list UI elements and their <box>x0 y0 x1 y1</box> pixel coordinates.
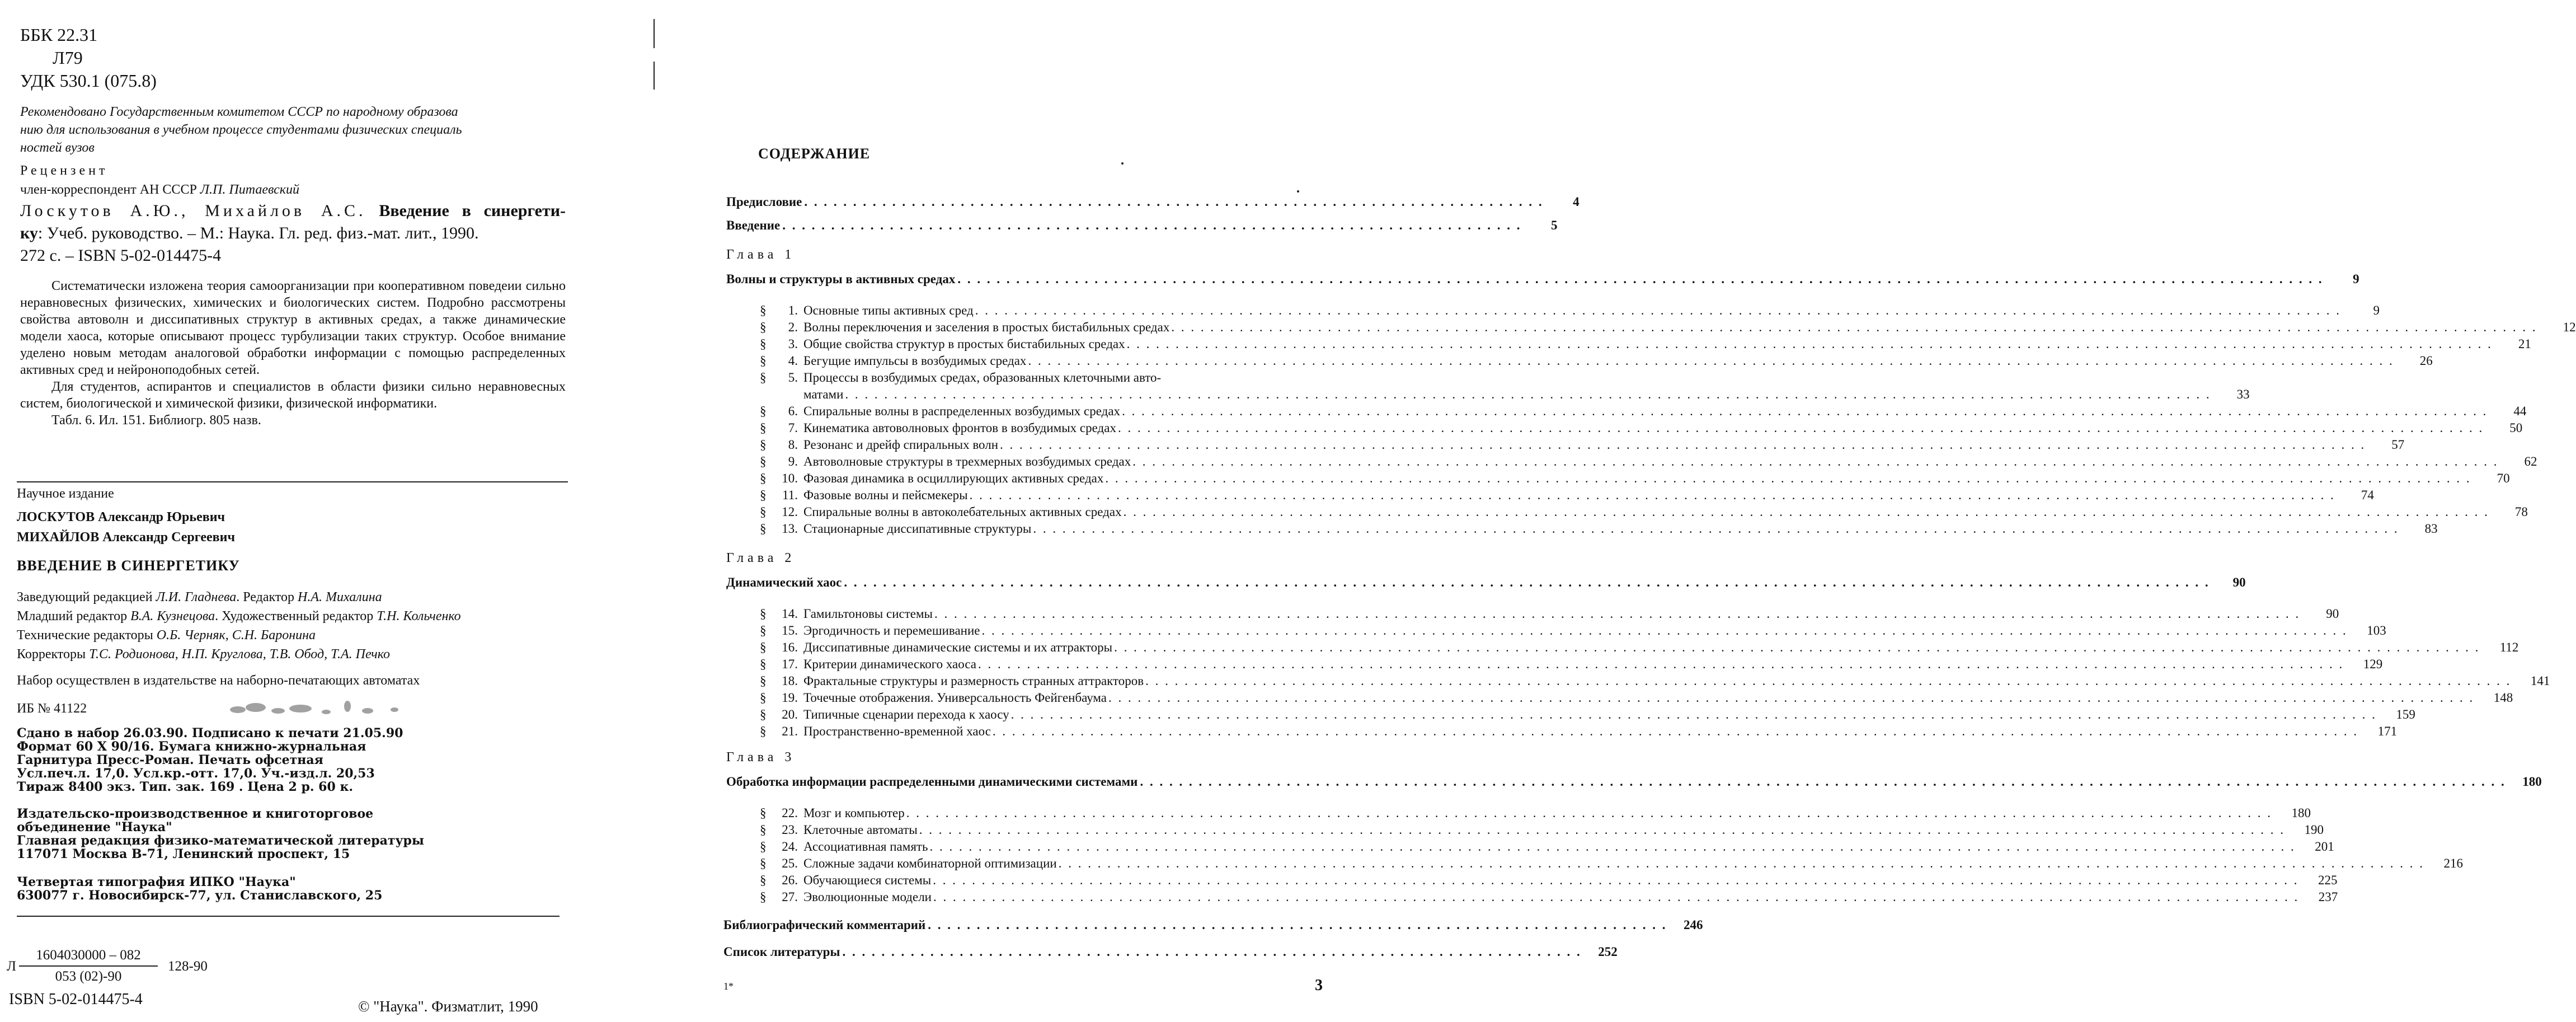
section-body <box>803 838 2334 855</box>
section-number: 9. <box>788 454 798 468</box>
toc-entry-page: 180 <box>2522 775 2542 789</box>
section-body <box>803 336 2531 353</box>
staff-line <box>17 626 461 645</box>
section-sign: § <box>760 823 767 837</box>
reviewer-label: Рецензент <box>20 163 109 178</box>
toc-leader: . . . . . . . . . . . . . . . . . . . . . . . . . . . . . . . . . . . . . . . . . . . . . . . . . . . . . . . . . . . . . . . . . . . . . . . . . . . . . . . . . . . . . . . . . . . . . . . . . . . . . . . . . . . . . . . . . . . . . . . . . . . . . . . . . . . . . . . . . . . . <box>1123 505 2489 519</box>
section-page: 201 <box>2315 840 2334 854</box>
section-body <box>803 453 2537 470</box>
code-letter: Л <box>7 959 16 974</box>
section-title-cont: матами <box>803 387 844 401</box>
section-page: 171 <box>2377 724 2398 738</box>
section-page: 159 <box>2396 707 2415 721</box>
publisher-line: 117071 Москва В-71, Ленинский проспект, 15 <box>17 847 350 861</box>
toc-entry-title: Введение <box>726 218 781 232</box>
toc-entry-title: Волны и структуры в активных средах <box>726 272 956 286</box>
section-sign: § <box>760 354 767 368</box>
toc-entry-title: Предисловие <box>726 195 802 209</box>
section-page: 74 <box>2361 488 2374 502</box>
staff-role: Технические редакторы <box>17 628 157 643</box>
section-page: 21 <box>2518 337 2531 351</box>
section-title: Автоволновые структуры в трехмерных возбудимых средах <box>803 454 1131 468</box>
reviewer-name: Л.П. Питаевский <box>200 182 299 197</box>
publisher-line: Главная редакция физико-математической литературы <box>17 833 424 848</box>
toc-leader: . . . . . . . . . . . . . . . . . . . . . . . . . . . . . . . . . . . . . . . . . . . . . . . . . . . . . . . . . . . . . . . . . . . . . . . . . . . . <box>804 195 1544 209</box>
section-number: 19. <box>782 691 798 705</box>
editorial-staff <box>17 588 461 664</box>
toc-section-entry[interactable] <box>760 369 2250 403</box>
publisher-line: объединение "Наука" <box>17 820 172 835</box>
section-body <box>803 706 2415 723</box>
section-body <box>803 386 2250 403</box>
classification-block <box>20 24 157 92</box>
section-sign: § <box>760 657 767 671</box>
section-body <box>803 403 2527 420</box>
staff-person: Т.С. Родионова, Н.П. Круглова, Т.В. Обод, Т.А. Печко <box>89 647 391 662</box>
toc-leader: . . . . . . . . . . . . . . . . . . . . . . . . . . . . . . . . . . . . . . . . . . . . . . . . . . . . . . . . . . . . . . . . . . . . . . . . . . . . . . . . . . . . . . . . . . . . . . . . . . . . . . . . . . . . . . . . . . . . . . . . . . . . . . . . . . . . . . . . . . . . <box>1114 640 2480 654</box>
print-line: Усл.печ.л. 17,0. Усл.кр.-отт. 17,0. Уч.-изд.л. 20,53 <box>17 766 375 781</box>
section-page: 103 <box>2367 623 2386 637</box>
toc-leader: . . . . . . . . . . . . . . . . . . . . . . . . . . . . . . . . . . . . . . . . . . . . . . . . . . . . . . . . . . . . . . . . . . . . . . . . . . . . . . . . . . . . . . . . . . . . . . . . . . . . . . . . . . . . . . . . . . . . . . . . . . . . . . . . . . . . . . . . . . . . <box>933 873 2299 887</box>
recommendation-line: ностей вузов <box>20 140 95 155</box>
section-sign: § <box>760 840 767 854</box>
toc-leader: . . . . . . . . . . . . . . . . . . . . . . . . . . . . . . . . . . . . . . . . . . . . . . . . . . . . . . . . . . . . . . . . . . . . . . . . . . . . <box>928 918 1667 932</box>
section-number: 25. <box>782 856 798 870</box>
staff-person: О.Б. Черняк, С.Н. Баронина <box>156 628 316 643</box>
section-page: 180 <box>2291 806 2311 820</box>
section-title: Диссипативные динамические системы и их аттракторы <box>803 640 1113 654</box>
section-body <box>803 889 2338 906</box>
section-number: 1. <box>788 303 798 317</box>
section-body <box>803 369 1331 386</box>
section-sign: § <box>760 454 767 468</box>
biblio-line-2 <box>20 222 566 245</box>
section-page: 216 <box>2443 856 2463 870</box>
section-title: Общие свойства структур в простых бистабильных средах <box>803 337 1125 351</box>
section-number: 7. <box>788 421 798 435</box>
section-number: 22. <box>782 806 798 820</box>
section-sign: § <box>760 640 767 654</box>
section-number: 14. <box>782 607 798 621</box>
toc-leader: . . . . . . . . . . . . . . . . . . . . . . . . . . . . . . . . . . . . . . . . . . . . . . . . . . . . . . . . . . . . . . . . . . . . . . . . . . . . . . . . . . . . . . . . . . . . . . . . . . . . . . . . . . . . . . . . . . . . . . . . . . . . . . . . . . . . . . . . . . . . <box>957 272 2324 286</box>
section-body <box>803 319 2576 336</box>
toc-entry-page: 9 <box>2353 272 2359 286</box>
section-page: 148 <box>2493 691 2513 705</box>
section-page: 112 <box>2499 640 2519 654</box>
section-sign: § <box>760 505 767 519</box>
section-number: 27. <box>782 890 798 904</box>
book-title: ВВЕДЕНИЕ В СИНЕРГЕТИКУ <box>17 557 240 574</box>
section-sign: § <box>760 607 767 621</box>
section-sign: § <box>760 691 767 705</box>
toc-entry-page: 5 <box>1550 218 1558 232</box>
toc-leader: . . . . . . . . . . . . . . . . . . . . . . . . . . . . . . . . . . . . . . . . . . . . . . . . . . . . . . . . . . . . . . . . . . . . . . . . . . . . . . . . . . . . . . . . . . . . . . . . . . . . . . . . . . . . . . . . . . . . . . . . . . . . . . . . . . . . . . . . . . . . <box>1122 404 2488 418</box>
section-page: 190 <box>2304 823 2324 837</box>
toc-leader: . . . . . . . . . . . . . . . . . . . . . . . . . . . . . . . . . . . . . . . . . . . . . . . . . . . . . . . . . . . . . . . . . . . . . . . . . . . . . . . . . . . . . . . . . . . . . . . . . . . . . . . . . . . . . . . . . . . . . . . . . . . . . . . . . . . . . . . . . . . . <box>1033 522 2399 536</box>
section-sign: § <box>760 471 767 485</box>
printer-line: Четвертая типография ИПКО "Наука" <box>17 875 296 889</box>
section-title: Спиральные волны в распределенных возбудимых средах <box>803 404 1121 418</box>
toc-leader: . . . . . . . . . . . . . . . . . . . . . . . . . . . . . . . . . . . . . . . . . . . . . . . . . . . . . . . . . . . . . . . . . . . . . . . . . . . . . . . . . . . . . . . . . . . . . . . . . . . . . . . . . . . . . . . . . . . . . . . . . . . . . . . . . . . . . . . . . . . . <box>975 303 2341 317</box>
section-body <box>803 639 2519 656</box>
section-number: 18. <box>782 674 798 688</box>
speck <box>1121 162 1124 165</box>
toc-entry-page: 252 <box>1598 945 1618 959</box>
section-sign: § <box>760 724 767 738</box>
biblio-title-end: ку <box>20 224 38 242</box>
section-page: 44 <box>2513 404 2527 418</box>
section-sign: § <box>760 320 767 334</box>
section-number: 16. <box>782 640 798 654</box>
toc-leader: . . . . . . . . . . . . . . . . . . . . . . . . . . . . . . . . . . . . . . . . . . . . . . . . . . . . . . . . . . . . . . . . . . . . . . . . . . . . <box>842 945 1582 959</box>
print-line: Сдано в набор 26.03.90. Подписано к печати 21.05.90 <box>17 726 403 740</box>
chapter-label: Глава 1 <box>726 247 796 262</box>
reviewer-prefix: член-корреспондент АН СССР <box>20 182 200 197</box>
toc-leader: . . . . . . . . . . . . . . . . . . . . . . . . . . . . . . . . . . . . . . . . . . . . . . . . . . . . . . . . . . . . . . . . . . . . . . . . . . . . . . . . . . . . . . . . . . . . . . . . . . . . . . . . . . . . . . . . . . . . . . . . . . . . . . . . . . . . . . . . . . . . <box>1000 438 2366 452</box>
section-sign: § <box>760 873 767 887</box>
toc-leader: . . . . . . . . . . . . . . . . . . . . . . . . . . . . . . . . . . . . . . . . . . . . . . . . . . . . . . . . . . . . . . . . . . . . . . . . . . . . . . . . . . . . . . . . . . . . . . . . . . . . . . . . . . . . . . . . . . . . . . . . . . . . . . . . . . . . . . . . . . . . <box>934 607 2301 621</box>
section-number: 23. <box>782 823 798 837</box>
section-title: Ассоциативная память <box>803 840 928 854</box>
section-title: Мозг и компьютер <box>803 806 905 820</box>
toc-entry-title: Динамический хаос <box>726 575 842 589</box>
section-page: 237 <box>2318 890 2338 904</box>
section-page: 9 <box>2373 303 2380 317</box>
toc-entry-page: 246 <box>1684 918 1703 932</box>
abstract-paragraph: Табл. 6. Ил. 151. Библиогр. 805 назв. <box>51 413 261 428</box>
staff-person: В.А. Кузнецова <box>130 609 215 623</box>
toc-entry-page: 4 <box>1573 195 1580 209</box>
section-page: 83 <box>2424 522 2438 536</box>
staff-role: Заведующий редакцией <box>17 590 156 604</box>
section-page: 12 <box>2563 320 2576 334</box>
publisher-block <box>17 807 424 861</box>
toc-leader: . . . . . . . . . . . . . . . . . . . . . . . . . . . . . . . . . . . . . . . . . . . . . . . . . . . . . . . . . . . . . . . . . . . . . . . . . . . . . . . . . . . . . . . . . . . . . . . . . . . . . . . . . . . . . . . . . . . . . . . . . . . . . . . . . . . . . . . . . . . . <box>1126 337 2493 351</box>
section-number: 21. <box>782 724 798 738</box>
gutter-mark <box>654 62 655 90</box>
bbk-code: ББК 22.31 <box>20 25 98 45</box>
recommendation-line: нию для использования в учебном процессе студентами физических специаль <box>20 123 462 137</box>
section-sign: § <box>760 371 767 385</box>
section-number: 13. <box>782 522 798 536</box>
section-body <box>803 487 2374 504</box>
biblio-publisher: : Учеб. руководство. – М.: Наука. Гл. ред. физ.-мат. лит., 1990. <box>37 224 479 242</box>
section-body <box>803 521 2438 537</box>
toc-entry-bib-comment[interactable] <box>723 918 1703 932</box>
toc-leader: . . . . . . . . . . . . . . . . . . . . . . . . . . . . . . . . . . . . . . . . . . . . . . . . . . . . . . . . . . . . . . . . . . . . . . . . . . . . . . . . . . . . . . . . . . . . . . . . . . . . . . . . . . . . . . . . . . . . . . . . . . . . . . . . . . . . . . . . . . . . <box>992 724 2359 738</box>
abstract-paragraph: Для студентов, аспирантов и специалистов в области физики сильно неравновесных систем, биологической и химической физики, физической информатики. <box>20 379 566 411</box>
reviewer-line <box>20 180 299 199</box>
toc-leader: . . . . . . . . . . . . . . . . . . . . . . . . . . . . . . . . . . . . . . . . . . . . . . . . . . . . . . . . . . . . . . . . . . . . . . . . . . . . . . . . . . . . . . . . . . . . . . . . . . . . . . . . . . . . . . . . . . . . . . . . . . . . . . . . . . . . . . . . . . . . <box>919 823 2286 837</box>
recommendation <box>20 103 566 157</box>
reviewer-block <box>20 161 299 199</box>
section-sign: § <box>760 522 767 536</box>
code-fraction <box>19 948 158 985</box>
print-details <box>17 726 403 794</box>
section-number: 26. <box>782 873 798 887</box>
section-page: 50 <box>2509 421 2523 435</box>
toc-entry-intro[interactable] <box>726 218 1558 233</box>
toc-leader: . . . . . . . . . . . . . . . . . . . . . . . . . . . . . . . . . . . . . . . . . . . . . . . . . . . . . . . . . . . . . . . . . . . . . . . . . . . . . . . . . . . . . . . . . . . . . . . . . . . . . . . . . . . . . . . . . . . . . . . . . . . . . . . . . . . . . . . . . . . . <box>1058 856 2424 870</box>
toc-leader: . . . . . . . . . . . . . . . . . . . . . . . . . . . . . . . . . . . . . . . . . . . . . . . . . . . . . . . . . . . . . . . . . . . . . . . . . . . . . . . . . . . . . . . . . . . . . . . . . . . . . . . . . . . . . . . . . . . . . . . . . . . . . . . . . . . . . . . . . . . . <box>1140 775 2506 789</box>
section-page: 90 <box>2326 607 2339 621</box>
section-sign: § <box>760 303 767 317</box>
divider <box>17 481 568 482</box>
section-page: 129 <box>2363 657 2383 671</box>
section-title: Типичные сценарии перехода к хаосу <box>803 707 1009 721</box>
section-body <box>803 504 2528 521</box>
staff-line <box>17 588 461 607</box>
section-title: Пространственно-временной хаос <box>803 724 991 738</box>
section-title: Фазовая динамика в осциллирующих активных средах <box>803 471 1104 485</box>
typeset-note: Набор осуществлен в издательстве на наборно-печатающих автоматах <box>17 673 420 688</box>
section-sign: § <box>760 623 767 637</box>
section-body <box>803 302 2380 319</box>
section-title: Гамильтоновы системы <box>803 607 933 621</box>
section-number: 24. <box>782 840 798 854</box>
code-numerator: 1604030000 – 082 <box>19 948 158 967</box>
staff-role: Корректоры <box>17 647 90 662</box>
section-title: Фрактальные структуры и размерность странных аттракторов <box>803 674 1144 688</box>
toc-leader: . . . . . . . . . . . . . . . . . . . . . . . . . . . . . . . . . . . . . . . . . . . . . . . . . . . . . . . . . . . . . . . . . . . . . . . . . . . . . . . . . . . . . . . . . . . . . . . . . . . . . . . . . . . . . . . . . . . . . . . . . . . . . . . . . . . . . . . . . . . . <box>1117 421 2484 435</box>
section-sign: § <box>760 488 767 502</box>
toc-entry-page: 90 <box>2232 575 2246 589</box>
section-title: Обучающиеся системы <box>803 873 932 887</box>
section-number: 4. <box>788 354 798 368</box>
section-number: 6. <box>788 404 798 418</box>
toc-leader: . . . . . . . . . . . . . . . . . . . . . . . . . . . . . . . . . . . . . . . . . . . . . . . . . . . . . . . . . . . . . . . . . . . . . . . . . . . . . . . . . . . . . . . . . . . . . . . . . . . . . . . . . . . . . . . . . . . . . . . . . . . . . . . . . . . . . . . . . . . . <box>933 890 2300 904</box>
abstract <box>20 278 566 429</box>
section-sign: § <box>760 674 767 688</box>
section-body <box>803 606 2339 622</box>
gutter-mark <box>654 19 655 48</box>
section-sign: § <box>760 404 767 418</box>
biblio-line-1 <box>20 200 566 222</box>
code-suffix: 128-90 <box>168 959 208 974</box>
section-body <box>803 470 2510 487</box>
toc-leader: . . . . . . . . . . . . . . . . . . . . . . . . . . . . . . . . . . . . . . . . . . . . . . . . . . . . . . . . . . . . . . . . . . . . . . . . . . . . . . . . . . . . . . . . . . . . . . . . . . . . . . . . . . . . . . . . . . . . . . . . . . . . . . . . . . . . . . . . . . . . <box>1145 674 2512 688</box>
section-title: Резонанс и дрейф спиральных волн <box>803 438 999 452</box>
signature-mark: 1* <box>723 981 734 992</box>
section-page: 70 <box>2497 471 2510 485</box>
section-number: 5. <box>788 371 798 385</box>
staff-role: . Редактор <box>236 590 298 604</box>
print-line: Гарнитура Пресс-Роман. Печать офсетная <box>17 753 323 767</box>
biblio-authors: Лоскутов А.Ю., Михайлов А.С. <box>20 201 366 220</box>
section-page: 62 <box>2524 454 2537 468</box>
toc-leader: . . . . . . . . . . . . . . . . . . . . . . . . . . . . . . . . . . . . . . . . . . . . . . . . . . . . . . . . . . . . . . . . . . . . . . . . . . . . . . . . . . . . . . . . . . . . . . . . . . . . . . . . . . . . . . . . . . . . . . . . . . . . . . . . . . . . . . . . . . . . <box>906 806 2273 820</box>
section-number: 2. <box>788 320 798 334</box>
toc-entry-title: Список литературы <box>723 945 840 959</box>
author-name: МИХАЙЛОВ Александр Сергеевич <box>17 530 235 545</box>
ib-number: ИБ № 41122 <box>17 701 87 716</box>
section-title: Эволюционные модели <box>803 890 932 904</box>
section-title: Спиральные волны в автоколебательных активных средах <box>803 505 1122 519</box>
toc-leader: . . . . . . . . . . . . . . . . . . . . . . . . . . . . . . . . . . . . . . . . . . . . . . . . . . . . . . . . . . . . . . . . . . . . . . . . . . . . . . . . . . . . . . . . . . . . . . . . . . . . . . . . . . . . . . . . . . . . . . . . . . . . . . . . . . . . . . . . . . . . <box>929 840 2296 854</box>
section-title: Эргодичность и перемешивание <box>803 623 980 637</box>
section-body <box>803 656 2383 673</box>
speck <box>1297 190 1299 193</box>
section-sign: § <box>760 707 767 721</box>
section-sign: § <box>760 421 767 435</box>
staff-person: Л.И. Гладнева <box>156 590 237 604</box>
section-title: Стационарные диссипативные структуры <box>803 522 1032 536</box>
staff-person: Н.А. Михалина <box>297 590 382 604</box>
toc-entry-title: Обработка информации распределенными динамическими системами <box>726 775 1138 789</box>
section-sign: § <box>760 806 767 820</box>
left-page <box>0 0 649 1022</box>
printer-line: 630077 г. Новосибирск-77, ул. Станиславского, 25 <box>17 888 383 903</box>
section-title: Критерии динамического хаоса <box>803 657 977 671</box>
section-sign: § <box>760 890 767 904</box>
toc-chapter-entry[interactable] <box>726 575 2246 590</box>
edition-type: Научное издание <box>17 486 114 501</box>
toc-leader: . . . . . . . . . . . . . . . . . . . . . . . . . . . . . . . . . . . . . . . . . . . . . . . . . . . . . . . . . . . . . . . . . . . . . . . . . . . . . . . . . . . . . . . . . . . . . . . . . . . . . . . . . . . . . . . . . . . . . . . . . . . . . . . . . . . . . . . . . . . . <box>1108 691 2475 705</box>
section-body <box>803 437 2405 453</box>
section-page: 78 <box>2514 505 2528 519</box>
udk-code: УДК 530.1 (075.8) <box>20 71 157 91</box>
staff-line <box>17 607 461 626</box>
section-body <box>803 690 2513 706</box>
section-title: Фазовые волны и пейсмекеры <box>803 488 968 502</box>
section-body <box>803 353 2433 369</box>
toc-chapter-entry[interactable] <box>726 272 2359 287</box>
section-number: 17. <box>782 657 798 671</box>
staff-role: Младший редактор <box>17 609 131 623</box>
section-number: 12. <box>782 505 798 519</box>
section-title: Основные типы активных сред <box>803 303 974 317</box>
section-body <box>803 872 2338 889</box>
chapter-label: Глава 3 <box>726 750 796 765</box>
toc-leader: . . . . . . . . . . . . . . . . . . . . . . . . . . . . . . . . . . . . . . . . . . . . . . . . . . . . . . . . . . . . . . . . . . . . . . . . . . . . <box>782 218 1522 232</box>
section-title: Точечные отображения. Универсальность Фейгенбаума <box>803 691 1107 705</box>
toc-leader: . . . . . . . . . . . . . . . . . . . . . . . . . . . . . . . . . . . . . . . . . . . . . . . . . . . . . . . . . . . . . . . . . . . . . . . . . . . . . . . . . . . . . . . . . . . . . . . . . . . . . . . . . . . . . . . . . . . . . . . . . . . . . . . . . . . . . . . . . . . . <box>1132 454 2499 468</box>
section-body <box>803 622 2386 639</box>
toc-leader: . . . . . . . . . . . . . . . . . . . . . . . . . . . . . . . . . . . . . . . . . . . . . . . . . . . . . . . . . . . . . . . . . . . . . . . . . . . . . . . . . . . . . . . . . . . . . . . . . . . . . . . . . . . . . . . . . . . . . . . . . . . . . . . . . . . . . . . . . . . . <box>1010 707 2377 721</box>
toc-leader: . . . . . . . . . . . . . . . . . . . . . . . . . . . . . . . . . . . . . . . . . . . . . . . . . . . . . . . . . . . . . . . . . . . . . . . . . . . . . . . . . . . . . . . . . . . . . . . . . . . . . . . . . . . . . . . . . . . . . . . . . . . . . . . . . . . . . . . . . . . . <box>845 387 2211 401</box>
toc-leader: . . . . . . . . . . . . . . . . . . . . . . . . . . . . . . . . . . . . . . . . . . . . . . . . . . . . . . . . . . . . . . . . . . . . . . . . . . . . . . . . . . . . . . . . . . . . . . . . . . . . . . . . . . . . . . . . . . . . . . . . . . . . . . . . . . . . . . . . . . . . <box>844 575 2210 589</box>
bibliographic-record <box>20 200 566 267</box>
toc-leader: . . . . . . . . . . . . . . . . . . . . . . . . . . . . . . . . . . . . . . . . . . . . . . . . . . . . . . . . . . . . . . . . . . . . . . . . . . . . . . . . . . . . . . . . . . . . . . . . . . . . . . . . . . . . . . . . . . . . . . . . . . . . . . . . . . . . . . . . . . . . <box>978 657 2344 671</box>
section-number: 3. <box>788 337 798 351</box>
toc-leader: . . . . . . . . . . . . . . . . . . . . . . . . . . . . . . . . . . . . . . . . . . . . . . . . . . . . . . . . . . . . . . . . . . . . . . . . . . . . . . . . . . . . . . . . . . . . . . . . . . . . . . . . . . . . . . . . . . . . . . . . . . . . . . . . . . . . . . . . . . . . <box>1171 320 2537 334</box>
toc-entry-preface[interactable] <box>726 195 1580 209</box>
toc-leader: . . . . . . . . . . . . . . . . . . . . . . . . . . . . . . . . . . . . . . . . . . . . . . . . . . . . . . . . . . . . . . . . . . . . . . . . . . . . . . . . . . . . . . . . . . . . . . . . . . . . . . . . . . . . . . . . . . . . . . . . . . . . . . . . . . . . . . . . . . . . <box>1028 354 2394 368</box>
section-body <box>803 855 2463 872</box>
abstract-paragraph: Систематически изложена теория самоорганизации при кооперативном поведеии сильно неравновесных физических, химических и биологических систем. Подробно рассмотрены свойства автоволн и диссипативных структур в активных средах, а также динамические модели хаоса, которые описывают процесс турбулизации таких структур. Особое внимание уделено новым методам аналоговой обработки информации с помощью распределенных активных сред и нейроноподобных сетей. <box>20 279 566 377</box>
biblio-title: Введение в синергети- <box>379 201 566 220</box>
section-body <box>803 822 2324 838</box>
section-title: Сложные задачи комбинаторной оптимизации <box>803 856 1057 870</box>
section-title: Кинематика автоволновых фронтов в возбудимых средах <box>803 421 1116 435</box>
code-denominator: 053 (02)-90 <box>55 969 122 984</box>
staff-person: Т.Н. Кольченко <box>377 609 461 623</box>
toc-leader: . . . . . . . . . . . . . . . . . . . . . . . . . . . . . . . . . . . . . . . . . . . . . . . . . . . . . . . . . . . . . . . . . . . . . . . . . . . . . . . . . . . . . . . . . . . . . . . . . . . . . . . . . . . . . . . . . . . . . . . . . . . . . . . . . . . . . . . . . . . . <box>1105 471 2471 485</box>
section-title: Бегущие импульсы в возбудимых средах <box>803 354 1027 368</box>
staff-role: . Художественный редактор <box>215 609 377 623</box>
section-sign: § <box>760 856 767 870</box>
ink-smudge <box>227 698 411 719</box>
biblio-line-3: 272 с. – ISBN 5-02-014475-4 <box>20 246 222 265</box>
section-body <box>803 673 2550 690</box>
section-page: 141 <box>2530 674 2550 688</box>
section-sign: § <box>760 438 767 452</box>
section-number: 11. <box>782 488 798 502</box>
section-title: Процессы в возбудимых средах, образованных клеточными авто- <box>803 371 1162 385</box>
print-line: Формат 60 X 90/16. Бумага книжно-журнальная <box>17 739 366 754</box>
section-page: 33 <box>2236 387 2250 401</box>
section-title: Волны переключения и заселения в простых бистабильных средах <box>803 320 1170 334</box>
section-title: Клеточные автоматы <box>803 823 918 837</box>
divider <box>17 916 560 917</box>
toc-entry-title: Библиографический комментарий <box>723 918 926 932</box>
section-page: 26 <box>2419 354 2433 368</box>
copyright: © "Наука". Физматлит, 1990 <box>358 998 538 1015</box>
toc-chapter-entry[interactable] <box>726 775 2542 789</box>
toc-leader: . . . . . . . . . . . . . . . . . . . . . . . . . . . . . . . . . . . . . . . . . . . . . . . . . . . . . . . . . . . . . . . . . . . . . . . . . . . . . . . . . . . . . . . . . . . . . . . . . . . . . . . . . . . . . . . . . . . . . . . . . . . . . . . . . . . . . . . . . . . . <box>981 623 2348 637</box>
author-name: ЛОСКУТОВ Александр Юрьевич <box>17 510 225 524</box>
toc-title: СОДЕРЖАНИЕ <box>758 146 871 162</box>
section-number: 20. <box>782 707 798 721</box>
printer-block <box>17 875 382 902</box>
staff-line <box>17 645 461 664</box>
chapter-label: Глава 2 <box>726 551 796 565</box>
author-mark: Л79 <box>53 48 83 68</box>
toc-leader: . . . . . . . . . . . . . . . . . . . . . . . . . . . . . . . . . . . . . . . . . . . . . . . . . . . . . . . . . . . . . . . . . . . . . . . . . . . . . . . . . . . . . . . . . . . . . . . . . . . . . . . . . . . . . . . . . . . . . . . . . . . . . . . . . . . . . . . . . . . . <box>969 488 2335 502</box>
publisher-line: Издательско-производственное и книготорговое <box>17 807 374 821</box>
toc-entry-references[interactable] <box>723 945 1618 959</box>
section-number: 10. <box>782 471 798 485</box>
section-body <box>803 420 2523 437</box>
recommendation-line: Рекомендовано Государственным комитетом СССР по народному образова <box>20 105 458 119</box>
isbn: ISBN 5-02-014475-4 <box>9 991 143 1008</box>
page-number: 3 <box>1315 977 1323 994</box>
section-body <box>803 805 2311 822</box>
section-sign: § <box>760 337 767 351</box>
section-number: 8. <box>788 438 798 452</box>
section-page: 225 <box>2318 873 2338 887</box>
section-page: 57 <box>2391 438 2405 452</box>
print-line: Тираж 8400 экз. Тип. зак. 169 . Цена 2 р. 60 к. <box>17 780 354 794</box>
section-number: 15. <box>782 623 798 637</box>
authors-full <box>17 507 235 547</box>
section-body <box>803 723 2398 740</box>
